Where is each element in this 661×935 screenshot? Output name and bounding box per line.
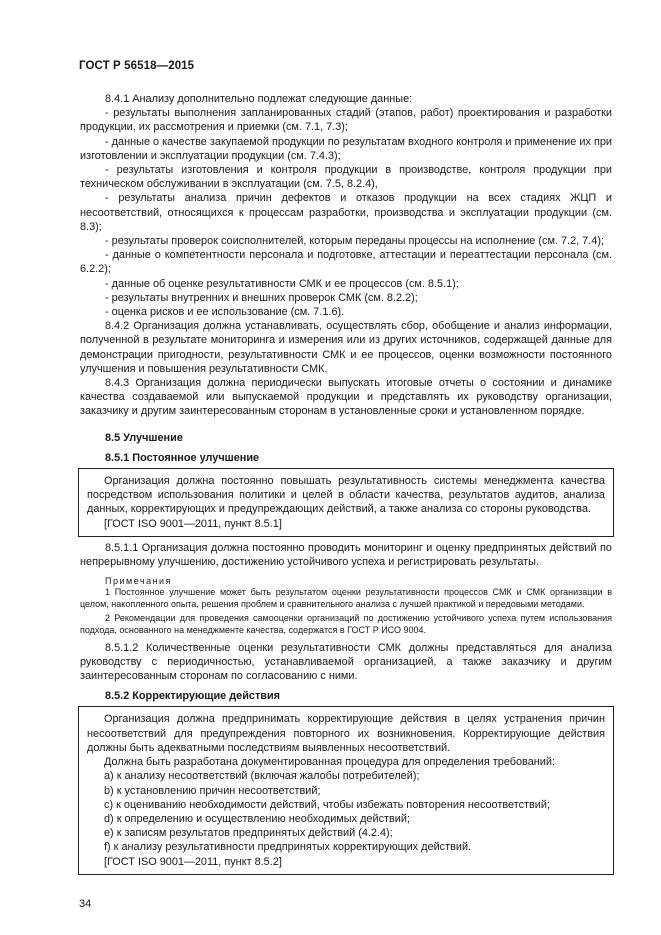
list-item: - оценка рисков и ее использование (см. 7.1.6). [105,306,345,319]
note-2: 2 Рекомендации для проведения самооценки организаций по достижению устойчивого успеха путем использования подхода, основанного на менеджменте качества, содержатся в ГОСТ Р ИСО 9004. [80,613,612,636]
list-item: - результаты проверок соисполнителей, которым переданы процессы на исполнение (см. 7.2, 7.4); [105,235,604,248]
quoted-requirement-text: Организация должна предпринимать корректирующие действия в целях устранения причин несоответствий для предупреждения повторного их возникновения. Корректирующие действия должны быть адекватными последствиям выявленных несоответствий. [87,713,605,754]
list-item: b) к установлению причин несоответствий; [104,784,321,797]
citation: [ГОСТ ISO 9001—2011, пункт 8.5.1] [104,517,282,530]
note-1: 1 Постоянное улучшение может быть результатом оценки результативности процессов СМК и СМК организации в целом, накопленного опыта, решения проблем и сравнительного анализа с лучшей практикой и передовыми методами. [80,587,612,609]
list-item: - данные о качестве закупаемой продукции по результатам входного контроля и применение их при изготовлении и эксплуатации продукции (см. 7.4.3); [80,135,612,162]
list-item: d) к определению и осуществлению необходимых действий; [104,812,410,825]
list-item: - результаты выполнения запланированных стадий (этапов, работ) проектирования и разработки продукции, их рассмотрения и приемки (см. 7.1, 7.3); [80,107,612,134]
notes-title: Примечания [105,576,172,587]
quoted-requirement-text: Должна быть разработана документированная процедура для определения требований: [104,756,555,769]
paragraph-8-4-1: 8.4.1 Анализу дополнительно подлежат следующие данные: [105,93,413,105]
quoted-requirement-text: Организация должна постоянно повышать результативность системы менеджмента качества посредством использования политики и целей в области качества, результатов аудитов, анализа данных, корректирующих и предупреждающих действий, а также анализа со стороны руководства. [87,475,605,516]
list-item: - данные о компетентности персонала и подготовке, аттестации и переаттестации персонала (см. 6.2.2); [80,249,612,276]
paragraph-8-4-2: 8.4.2 Организация должна устанавливать, осуществлять сбор, обобщение и анализ информации, полученной в результате мониторинга и измерения или из других источников, содержащей данные для демонстрации пригодности, результативности СМК и ее процессов, оценки возможности постоянного улучшения и повышения результативности СМК. [80,320,612,375]
section-heading-8-5: 8.5 Улучшение [105,431,183,444]
quoted-requirement-box [78,706,614,874]
paragraph-8-5-1-2: 8.5.1.2 Количественные оценки результативности СМК должны представляться для анализа руководству с периодичностью, устанавливаемой организацией, а также заказчику и другим заинтересованным сторонам по согласованию с ними. [80,641,612,683]
list-item: c) к оцениванию необходимости действий, чтобы избежать повторения несоответствий; [104,798,551,811]
quoted-requirement-box [78,468,614,537]
section-heading-8-5-1: 8.5.1 Постоянное улучшение [105,451,260,464]
paragraph-8-4-3: 8.4.3 Организация должна периодически выпускать итоговые отчеты о состоянии и динамике качества создаваемой или выпускаемой продукции и представлять их руководству организации, заказчику и другим заинтересованным сторонам в установленные сроки и установленном порядке. [80,377,612,418]
list-item: f) к анализу результативности предпринятых корректирующих действий. [104,841,472,854]
list-item: - результаты внутренних и внешних проверок СМК (см. 8.2.2); [105,291,418,304]
list-item: a) к анализу несоответствий (включая жалобы потребителей); [104,770,420,783]
list-item: - данные об оценке результативности СМК и ее процессов (см. 8.5.1); [105,277,459,290]
page-number: 34 [79,898,92,910]
list-item: - результаты анализа причин дефектов и отказов продукции на всех стадиях ЖЦП и несоответствий, относящихся к процессам разработки, производства и эксплуатации продукции (см. 8.3); [80,192,612,233]
section-heading-8-5-2: 8.5.2 Корректирующие действия [105,690,281,703]
standard-header: ГОСТ Р 56518—2015 [79,60,195,72]
list-item: - результаты изготовления и контроля продукции в производстве, контроля продукции при техническом обслуживании в эксплуатации (см. 7.5, 8.2.4), [80,164,612,191]
page-content [80,92,612,879]
citation: [ГОСТ ISO 9001—2011, пункт 8.5.2] [104,855,282,868]
list-item: e) к записям результатов предпринятых действий (4.2.4); [104,827,393,840]
paragraph-8-5-1-1: 8.5.1.1 Организация должна постоянно проводить мониторинг и оценку предпринятых действий по непрерывному улучшению, достижению устойчивого успеха и регистрировать результаты. [80,541,612,569]
